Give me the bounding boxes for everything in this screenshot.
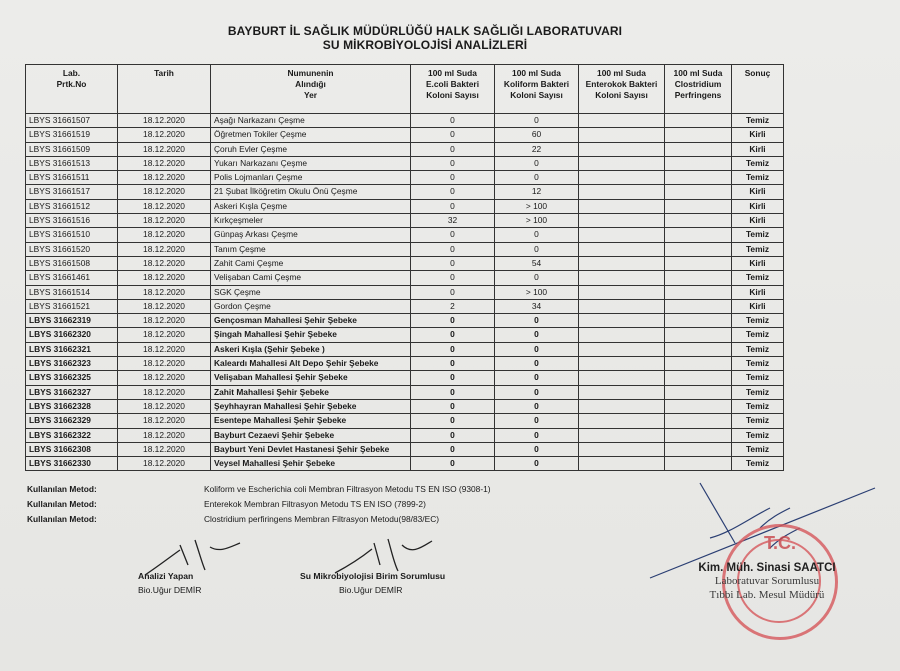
sample-no-cell: LBYS 31662319 xyxy=(26,314,118,328)
table-row xyxy=(26,328,784,342)
koliform-count-cell: 34 xyxy=(495,299,579,313)
column-header-line: Clostridium xyxy=(674,79,722,89)
date-cell: 18.12.2020 xyxy=(118,442,211,456)
koliform-count-cell: 0 xyxy=(495,114,579,128)
table-row xyxy=(26,371,784,385)
location-cell: Yukarı Narkazanı Çeşme xyxy=(211,156,411,170)
enterokok-count-cell xyxy=(579,156,665,170)
result-cell: Kirli xyxy=(732,199,784,213)
enterokok-count-cell xyxy=(579,242,665,256)
date-cell: 18.12.2020 xyxy=(118,385,211,399)
result-cell: Temiz xyxy=(732,271,784,285)
table-row xyxy=(26,399,784,413)
date-cell: 18.12.2020 xyxy=(118,399,211,413)
enterokok-count-cell xyxy=(579,299,665,313)
location-cell: Bayburt Cezaevi Şehir Şebeke xyxy=(211,428,411,442)
koliform-count-cell: 12 xyxy=(495,185,579,199)
koliform-count-cell: 0 xyxy=(495,414,579,428)
ecoli-count-cell: 0 xyxy=(411,271,495,285)
ecoli-count-cell: 32 xyxy=(411,214,495,228)
clostridium-cell xyxy=(665,199,732,213)
result-cell: Temiz xyxy=(732,171,784,185)
clostridium-cell xyxy=(665,428,732,442)
enterokok-count-cell xyxy=(579,399,665,413)
clostridium-cell xyxy=(665,285,732,299)
table-row xyxy=(26,171,784,185)
koliform-count-cell: 54 xyxy=(495,256,579,270)
location-cell: Polis Lojmanları Çeşme xyxy=(211,171,411,185)
table-body xyxy=(26,114,784,471)
location-cell: Askeri Kışla (Şehir Şebeke ) xyxy=(211,342,411,356)
location-cell: Tanım Çeşme xyxy=(211,242,411,256)
location-cell: Esentepe Mahallesi Şehir Şebeke xyxy=(211,414,411,428)
koliform-count-cell: 0 xyxy=(495,357,579,371)
column-header xyxy=(732,65,784,114)
koliform-count-cell: 0 xyxy=(495,342,579,356)
ecoli-count-cell: 0 xyxy=(411,199,495,213)
column-header xyxy=(665,65,732,114)
column-header-line xyxy=(121,79,207,90)
ecoli-count-cell: 0 xyxy=(411,314,495,328)
column-header xyxy=(211,65,411,114)
table-row xyxy=(26,156,784,170)
result-cell: Temiz xyxy=(732,442,784,456)
date-cell: 18.12.2020 xyxy=(118,342,211,356)
result-cell: Temiz xyxy=(732,399,784,413)
enterokok-count-cell xyxy=(579,171,665,185)
table-row xyxy=(26,357,784,371)
table-row xyxy=(26,342,784,356)
result-cell: Temiz xyxy=(732,457,784,471)
enterokok-count-cell xyxy=(579,285,665,299)
location-cell: Veysel Mahallesi Şehir Şebeke xyxy=(211,457,411,471)
clostridium-cell xyxy=(665,414,732,428)
location-cell: Şeyhhayran Mahallesi Şehir Şebeke xyxy=(211,399,411,413)
date-cell: 18.12.2020 xyxy=(118,128,211,142)
clostridium-cell xyxy=(665,171,732,185)
column-header-line: Perfringens xyxy=(674,90,722,100)
table-row xyxy=(26,314,784,328)
enterokok-count-cell xyxy=(579,428,665,442)
column-header-line: Koloni Sayısı xyxy=(510,90,563,100)
enterokok-count-cell xyxy=(579,357,665,371)
koliform-count-cell: > 100 xyxy=(495,214,579,228)
location-cell: Şingah Mahallesi Şehir Şebeke xyxy=(211,328,411,342)
koliform-count-cell: 0 xyxy=(495,442,579,456)
enterokok-count-cell xyxy=(579,371,665,385)
result-cell: Temiz xyxy=(732,156,784,170)
location-cell: Velişaban Cami Çeşme xyxy=(211,271,411,285)
sample-no-cell: LBYS 31662323 xyxy=(26,357,118,371)
location-cell: Zahit Mahallesi Şehir Şebeke xyxy=(211,385,411,399)
clostridium-cell xyxy=(665,156,732,170)
date-cell: 18.12.2020 xyxy=(118,171,211,185)
table-row xyxy=(26,185,784,199)
ecoli-count-cell: 0 xyxy=(411,171,495,185)
ecoli-count-cell: 2 xyxy=(411,299,495,313)
location-cell: Gordon Çeşme xyxy=(211,299,411,313)
sample-no-cell: LBYS 31661509 xyxy=(26,142,118,156)
clostridium-cell xyxy=(665,242,732,256)
enterokok-count-cell xyxy=(579,228,665,242)
clostridium-cell xyxy=(665,128,732,142)
clostridium-cell xyxy=(665,328,732,342)
sample-no-cell: LBYS 31661511 xyxy=(26,171,118,185)
table-row xyxy=(26,242,784,256)
enterokok-count-cell xyxy=(579,342,665,356)
stamp-label: T.C. xyxy=(763,533,796,553)
date-cell: 18.12.2020 xyxy=(118,256,211,270)
column-header-line: Koloni Sayısı xyxy=(426,90,479,100)
column-header-line: Enterokok Bakteri xyxy=(585,79,658,89)
ecoli-count-cell: 0 xyxy=(411,114,495,128)
sample-no-cell: LBYS 31661519 xyxy=(26,128,118,142)
location-cell: Çoruh Evler Çeşme xyxy=(211,142,411,156)
date-cell: 18.12.2020 xyxy=(118,228,211,242)
column-header-line: 100 ml Suda xyxy=(597,68,646,78)
column-header xyxy=(495,65,579,114)
ecoli-count-cell: 0 xyxy=(411,285,495,299)
sample-no-cell: LBYS 31662327 xyxy=(26,385,118,399)
left-signature-role: Analizi Yapan xyxy=(138,571,194,581)
column-header-line: Koloni Sayısı xyxy=(595,90,648,100)
sample-no-cell: LBYS 31661517 xyxy=(26,185,118,199)
method-value: Koliform ve Escherichia coli Membran Filtrasyon Metodu TS EN ISO (9308-1) xyxy=(204,484,491,494)
ecoli-count-cell: 0 xyxy=(411,457,495,471)
date-cell: 18.12.2020 xyxy=(118,357,211,371)
enterokok-count-cell xyxy=(579,199,665,213)
sample-no-cell: LBYS 31662325 xyxy=(26,371,118,385)
ecoli-count-cell: 0 xyxy=(411,342,495,356)
method-value: Clostridium perfiringens Membran Filtrasyon Metodu(98/83/EC) xyxy=(204,514,440,524)
sample-no-cell: LBYS 31661508 xyxy=(26,256,118,270)
sample-no-cell: LBYS 31662322 xyxy=(26,428,118,442)
date-cell: 18.12.2020 xyxy=(118,142,211,156)
right-signature-block xyxy=(682,562,852,602)
enterokok-count-cell xyxy=(579,271,665,285)
clostridium-cell xyxy=(665,457,732,471)
enterokok-count-cell xyxy=(579,256,665,270)
table-row xyxy=(26,256,784,270)
table-row xyxy=(26,214,784,228)
column-header-line: Yer xyxy=(303,90,318,100)
koliform-count-cell: 0 xyxy=(495,271,579,285)
date-cell: 18.12.2020 xyxy=(118,414,211,428)
date-cell: 18.12.2020 xyxy=(118,428,211,442)
clostridium-cell xyxy=(665,185,732,199)
column-header xyxy=(411,65,495,114)
result-cell: Kirli xyxy=(732,128,784,142)
column-header-line xyxy=(735,79,780,90)
clostridium-cell xyxy=(665,399,732,413)
ecoli-count-cell: 0 xyxy=(411,328,495,342)
column-header xyxy=(118,65,211,114)
table-row xyxy=(26,442,784,456)
result-cell: Temiz xyxy=(732,314,784,328)
clostridium-cell xyxy=(665,256,732,270)
sample-no-cell: LBYS 31661521 xyxy=(26,299,118,313)
ecoli-count-cell: 0 xyxy=(411,371,495,385)
right-signature-name: Kim. Müh. Sinasi SAATCI xyxy=(698,562,836,574)
date-cell: 18.12.2020 xyxy=(118,156,211,170)
sample-no-cell: LBYS 31661520 xyxy=(26,242,118,256)
table-row xyxy=(26,385,784,399)
location-cell: Velişaban Mahallesi Şehir Şebeke xyxy=(211,371,411,385)
clostridium-cell xyxy=(665,214,732,228)
analysis-table xyxy=(25,64,784,471)
ecoli-count-cell: 0 xyxy=(411,142,495,156)
result-cell: Temiz xyxy=(732,242,784,256)
ecoli-count-cell: 0 xyxy=(411,156,495,170)
result-cell: Temiz xyxy=(732,114,784,128)
clostridium-cell xyxy=(665,271,732,285)
ecoli-count-cell: 0 xyxy=(411,399,495,413)
ecoli-count-cell: 0 xyxy=(411,428,495,442)
enterokok-count-cell xyxy=(579,214,665,228)
location-cell: Öğretmen Tokiler Çeşme xyxy=(211,128,411,142)
sample-no-cell: LBYS 31662329 xyxy=(26,414,118,428)
location-cell: Günpaş Arkası Çeşme xyxy=(211,228,411,242)
date-cell: 18.12.2020 xyxy=(118,114,211,128)
clostridium-cell xyxy=(665,142,732,156)
clostridium-cell xyxy=(665,299,732,313)
date-cell: 18.12.2020 xyxy=(118,214,211,228)
sample-no-cell: LBYS 31661512 xyxy=(26,199,118,213)
column-header-line xyxy=(29,90,114,101)
enterokok-count-cell xyxy=(579,114,665,128)
table-row xyxy=(26,271,784,285)
date-cell: 18.12.2020 xyxy=(118,242,211,256)
column-header-line: Tarih xyxy=(154,68,174,78)
clostridium-cell xyxy=(665,371,732,385)
location-cell: 21 Şubat İlköğretim Okulu Önü Çeşme xyxy=(211,185,411,199)
column-header xyxy=(579,65,665,114)
koliform-count-cell: > 100 xyxy=(495,199,579,213)
koliform-count-cell: 0 xyxy=(495,328,579,342)
sample-no-cell: LBYS 31661516 xyxy=(26,214,118,228)
result-cell: Kirli xyxy=(732,185,784,199)
sample-no-cell: LBYS 31662321 xyxy=(26,342,118,356)
date-cell: 18.12.2020 xyxy=(118,271,211,285)
method-label: Kullanılan Metod: xyxy=(27,499,97,509)
koliform-count-cell: 0 xyxy=(495,385,579,399)
column-header-line: E.coli Bakteri xyxy=(425,79,480,89)
date-cell: 18.12.2020 xyxy=(118,299,211,313)
location-cell: Kaleardı Mahallesi Alt Depo Şehir Şebeke xyxy=(211,357,411,371)
right-signature-title: Tıbbi Lab. Mesul Müdürü xyxy=(709,589,825,601)
table-row xyxy=(26,457,784,471)
sample-no-cell: LBYS 31662328 xyxy=(26,399,118,413)
location-cell: Askeri Kışla Çeşme xyxy=(211,199,411,213)
column-header-line: Alındığı xyxy=(295,79,326,89)
table-header-row xyxy=(26,65,784,114)
sample-no-cell: LBYS 31661461 xyxy=(26,271,118,285)
sample-no-cell: LBYS 31661507 xyxy=(26,114,118,128)
column-header-line xyxy=(735,90,780,101)
ecoli-count-cell: 0 xyxy=(411,442,495,456)
middle-signature-role: Su Mikrobiyolojisi Birim Sorumlusu xyxy=(300,571,446,581)
enterokok-count-cell xyxy=(579,328,665,342)
result-cell: Temiz xyxy=(732,328,784,342)
table-row xyxy=(26,228,784,242)
location-cell: Gençosman Mahallesi Şehir Şebeke xyxy=(211,314,411,328)
koliform-count-cell: 0 xyxy=(495,228,579,242)
enterokok-count-cell xyxy=(579,414,665,428)
table-row xyxy=(26,414,784,428)
enterokok-count-cell xyxy=(579,442,665,456)
enterokok-count-cell xyxy=(579,142,665,156)
date-cell: 18.12.2020 xyxy=(118,199,211,213)
column-header-line: Koliform Bakteri xyxy=(503,79,570,89)
result-cell: Kirli xyxy=(732,256,784,270)
result-cell: Temiz xyxy=(732,428,784,442)
sample-no-cell: LBYS 31662320 xyxy=(26,328,118,342)
document-subtitle: SU MİKROBİYOLOJİSİ ANALİZLERİ xyxy=(322,38,528,52)
ecoli-count-cell: 0 xyxy=(411,357,495,371)
ecoli-count-cell: 0 xyxy=(411,385,495,399)
sample-no-cell: LBYS 31661510 xyxy=(26,228,118,242)
clostridium-cell xyxy=(665,442,732,456)
location-cell: Kırkçeşmeler xyxy=(211,214,411,228)
column-header-line: Sonuç xyxy=(744,68,771,78)
table-row xyxy=(26,142,784,156)
ecoli-count-cell: 0 xyxy=(411,185,495,199)
sample-no-cell: LBYS 31662330 xyxy=(26,457,118,471)
result-cell: Temiz xyxy=(732,385,784,399)
date-cell: 18.12.2020 xyxy=(118,314,211,328)
table-row xyxy=(26,299,784,313)
column-header xyxy=(26,65,118,114)
document-title: BAYBURT İL SAĞLIK MÜDÜRLÜĞÜ HALK SAĞLIĞI LABORATUVARI xyxy=(227,24,623,38)
enterokok-count-cell xyxy=(579,457,665,471)
clostridium-cell xyxy=(665,114,732,128)
middle-signature-name: Bio.Uğur DEMİR xyxy=(339,585,403,595)
sample-no-cell: LBYS 31662308 xyxy=(26,442,118,456)
left-signature-name: Bio.Uğur DEMİR xyxy=(138,585,202,595)
ecoli-count-cell: 0 xyxy=(411,414,495,428)
ecoli-count-cell: 0 xyxy=(411,242,495,256)
koliform-count-cell: 0 xyxy=(495,242,579,256)
result-cell: Kirli xyxy=(732,142,784,156)
right-signature-role: Laboratuvar Sorumlusu xyxy=(714,575,820,587)
date-cell: 18.12.2020 xyxy=(118,457,211,471)
method-value: Enterekok Membran Filtrasyon Metodu TS EN ISO (7899-2) xyxy=(204,499,426,509)
clostridium-cell xyxy=(665,342,732,356)
result-cell: Kirli xyxy=(732,299,784,313)
result-cell: Temiz xyxy=(732,357,784,371)
koliform-count-cell: 0 xyxy=(495,156,579,170)
result-cell: Temiz xyxy=(732,228,784,242)
column-header-line: Numunenin xyxy=(287,68,334,78)
date-cell: 18.12.2020 xyxy=(118,371,211,385)
koliform-count-cell: 0 xyxy=(495,428,579,442)
enterokok-count-cell xyxy=(579,128,665,142)
enterokok-count-cell xyxy=(579,185,665,199)
clostridium-cell xyxy=(665,314,732,328)
koliform-count-cell: 0 xyxy=(495,314,579,328)
clostridium-cell xyxy=(665,228,732,242)
table-row xyxy=(26,128,784,142)
location-cell: Aşağı Narkazanı Çeşme xyxy=(211,114,411,128)
method-label: Kullanılan Metod: xyxy=(27,484,97,494)
enterokok-count-cell xyxy=(579,314,665,328)
location-cell: Zahit Cami Çeşme xyxy=(211,256,411,270)
date-cell: 18.12.2020 xyxy=(118,328,211,342)
result-cell: Kirli xyxy=(732,214,784,228)
date-cell: 18.12.2020 xyxy=(118,185,211,199)
koliform-count-cell: 0 xyxy=(495,399,579,413)
ecoli-count-cell: 0 xyxy=(411,256,495,270)
koliform-count-cell: 0 xyxy=(495,457,579,471)
table-row xyxy=(26,285,784,299)
result-cell: Kirli xyxy=(732,285,784,299)
column-header-line xyxy=(121,90,207,101)
location-cell: SGK Çeşme xyxy=(211,285,411,299)
table-row xyxy=(26,114,784,128)
result-cell: Temiz xyxy=(732,414,784,428)
table-row xyxy=(26,199,784,213)
result-cell: Temiz xyxy=(732,342,784,356)
result-cell: Temiz xyxy=(732,371,784,385)
koliform-count-cell: 22 xyxy=(495,142,579,156)
location-cell: Bayburt Yeni Devlet Hastanesi Şehir Şebeke xyxy=(211,442,411,456)
table-row xyxy=(26,428,784,442)
koliform-count-cell: 0 xyxy=(495,171,579,185)
column-header-line: Lab. xyxy=(62,68,81,78)
sample-no-cell: LBYS 31661513 xyxy=(26,156,118,170)
column-header-line: 100 ml Suda xyxy=(512,68,561,78)
koliform-count-cell: 0 xyxy=(495,371,579,385)
clostridium-cell xyxy=(665,357,732,371)
clostridium-cell xyxy=(665,385,732,399)
column-header-line: 100 ml Suda xyxy=(428,68,477,78)
date-cell: 18.12.2020 xyxy=(118,285,211,299)
ecoli-count-cell: 0 xyxy=(411,128,495,142)
enterokok-count-cell xyxy=(579,385,665,399)
column-header-line: Prtk.No xyxy=(56,79,87,89)
koliform-count-cell: 60 xyxy=(495,128,579,142)
koliform-count-cell: > 100 xyxy=(495,285,579,299)
column-header-line: 100 ml Suda xyxy=(673,68,723,78)
sample-no-cell: LBYS 31661514 xyxy=(26,285,118,299)
method-label: Kullanılan Metod: xyxy=(27,514,97,524)
ecoli-count-cell: 0 xyxy=(411,228,495,242)
